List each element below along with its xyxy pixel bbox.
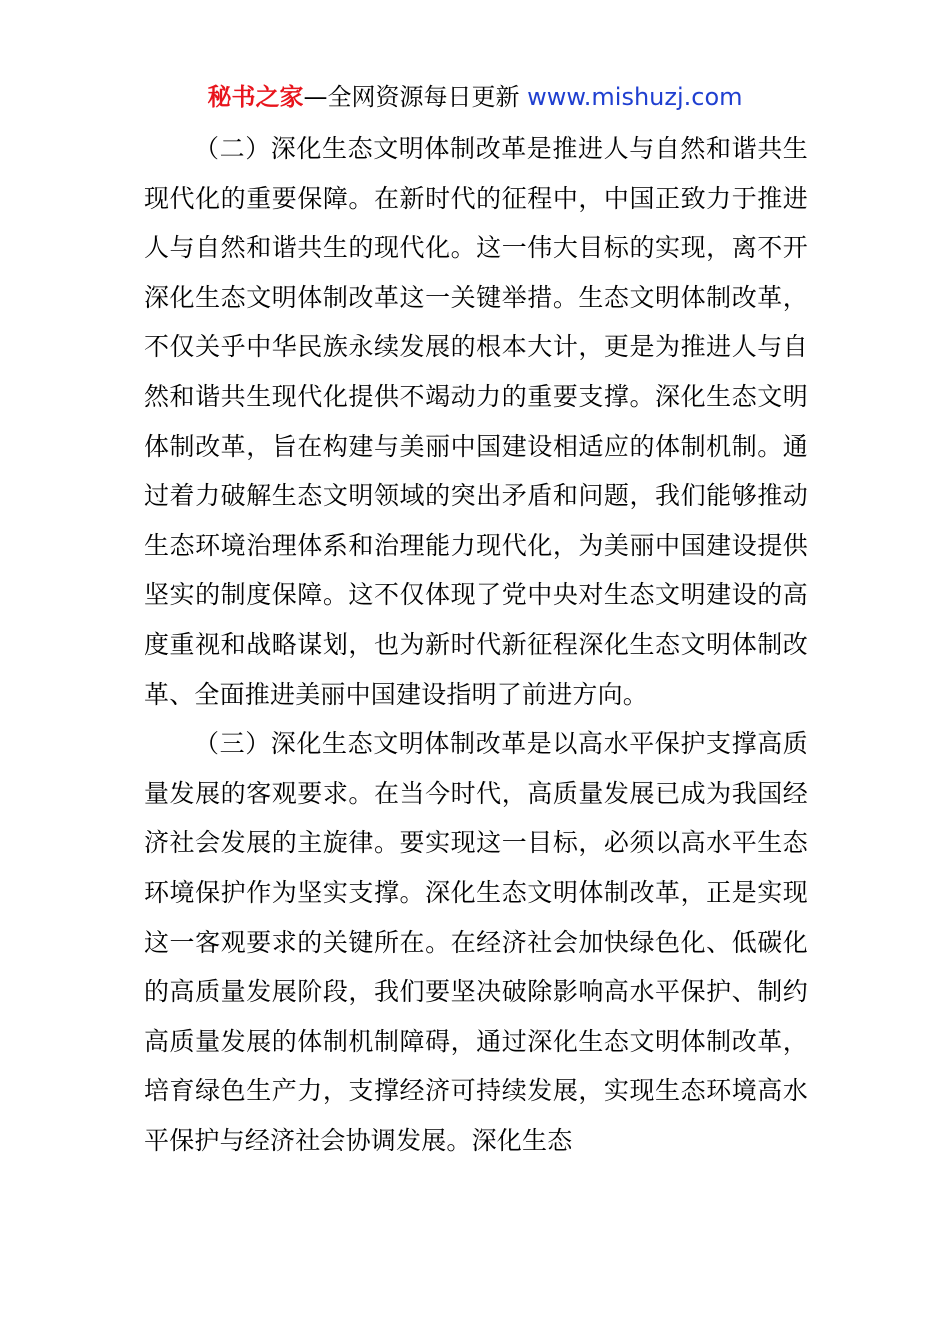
paragraph-2: （二）深化生态文明体制改革是推进人与自然和谐共生现代化的重要保障。在新时代的征程中，中国正致力于推进人与自然和谐共生的现代化。这一伟大目标的实现，离不开深化生态文明体制改革这一关键举措。生态文明体制改革，不仅关乎中华民族永续发展的根本大计，更是为推进人与自然和谐共生现代化提供不竭动力的重要支撑。深化生态文明体制改革，旨在构建与美丽中国建设相适应的体制机制。通过着力破解生态文明领域的突出矛盾和问题，我们能够推动生态环境治理体系和治理能力现代化，为美丽中国建设提供坚实的制度保障。这不仅体现了党中央对生态文明建设的高度重视和战略谋划，也为新时代新征程深化生态文明体制改革、全面推进美丽中国建设指明了前进方向。 — [144, 134, 808, 709]
site-url-link[interactable]: www.mishuzj.com — [527, 83, 743, 111]
document-body — [144, 124, 808, 1165]
site-header — [0, 80, 950, 114]
paragraph-3: （三）深化生态文明体制改革是以高水平保护支撑高质量发展的客观要求。在当今时代，高质量发展已成为我国经济社会发展的主旋律。要实现这一目标，必须以高水平生态环境保护作为坚实支撑。深化生态文明体制改革，正是实现这一客观要求的关键所在。在经济社会加快绿色化、低碳化的高质量发展阶段，我们要坚决破除影响高水平保护、制约高质量发展的体制机制障碍，通过深化生态文明体制改革，培育绿色生产力，支撑经济可持续发展，实现生态环境高水平保护与经济社会协调发展。深化生态 — [144, 729, 808, 1155]
site-tagline: —全网资源每日更新 — [303, 83, 528, 111]
site-brand: 秘书之家 — [207, 83, 304, 111]
